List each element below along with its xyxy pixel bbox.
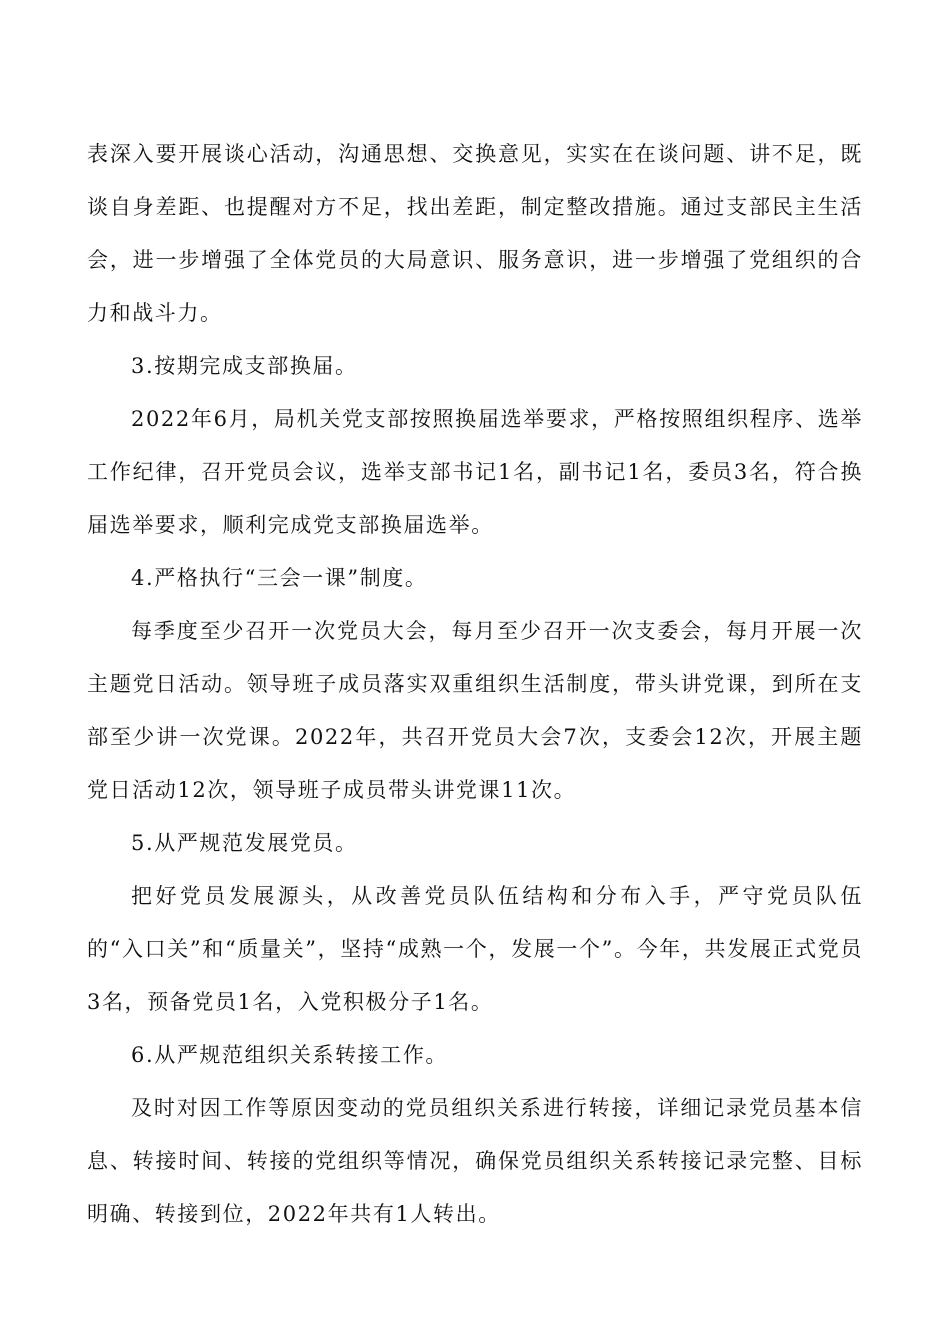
section-heading-4: 4.严格执行“三会一课”制度。 <box>131 566 428 590</box>
section-heading-5: 5.从严规范发展党员。 <box>131 831 358 855</box>
paragraph-branch-election: 2022年6月，局机关党支部按照换届选举要求，严格按照组织程序、选举工作纪律，召开党员会议，选举支部书记1名，副书记1名，委员3名，符合换届选举要求，顺利完成党支部换届选举。 <box>87 407 863 537</box>
paragraph-relation-transfer: 及时对因工作等原因变动的党员组织关系进行转接，详细记录党员基本信息、转接时间、转接的党组织等情况，确保党员组织关系转接记录完整、目标明确、转接到位，2022年共有1人转出。 <box>87 1096 863 1226</box>
paragraph-member-development: 把好党员发展源头，从改善党员队伍结构和分布入手，严守党员队伍的“入口关”和“质量关”，坚持“成熟一个，发展一个”。今年，共发展正式党员3名，预备党员1名，入党积极分子1名。 <box>87 884 863 1014</box>
paragraph-three-meetings: 每季度至少召开一次党员大会，每月至少召开一次支委会，每月开展一次主题党日活动。领导班子成员落实双重组织生活制度，带头讲党课，到所在支部至少讲一次党课。2022年，共召开党员大会7次，支委会12次，开展主题党日活动12次，领导班子成员带头讲党课11次。 <box>87 619 863 802</box>
section-heading-6: 6.从严规范组织关系转接工作。 <box>131 1043 449 1067</box>
paragraph-continuation: 表深入要开展谈心活动，沟通思想、交换意见，实实在在谈问题、讲不足，既谈自身差距、也提醒对方不足，找出差距，制定整改措施。通过支部民主生活会，进一步增强了全体党员的大局意识、服务意识，进一步增强了党组织的合力和战斗力。 <box>87 142 863 325</box>
section-heading-3: 3.按期完成支部换届。 <box>131 354 358 378</box>
document-body <box>87 128 863 1241</box>
